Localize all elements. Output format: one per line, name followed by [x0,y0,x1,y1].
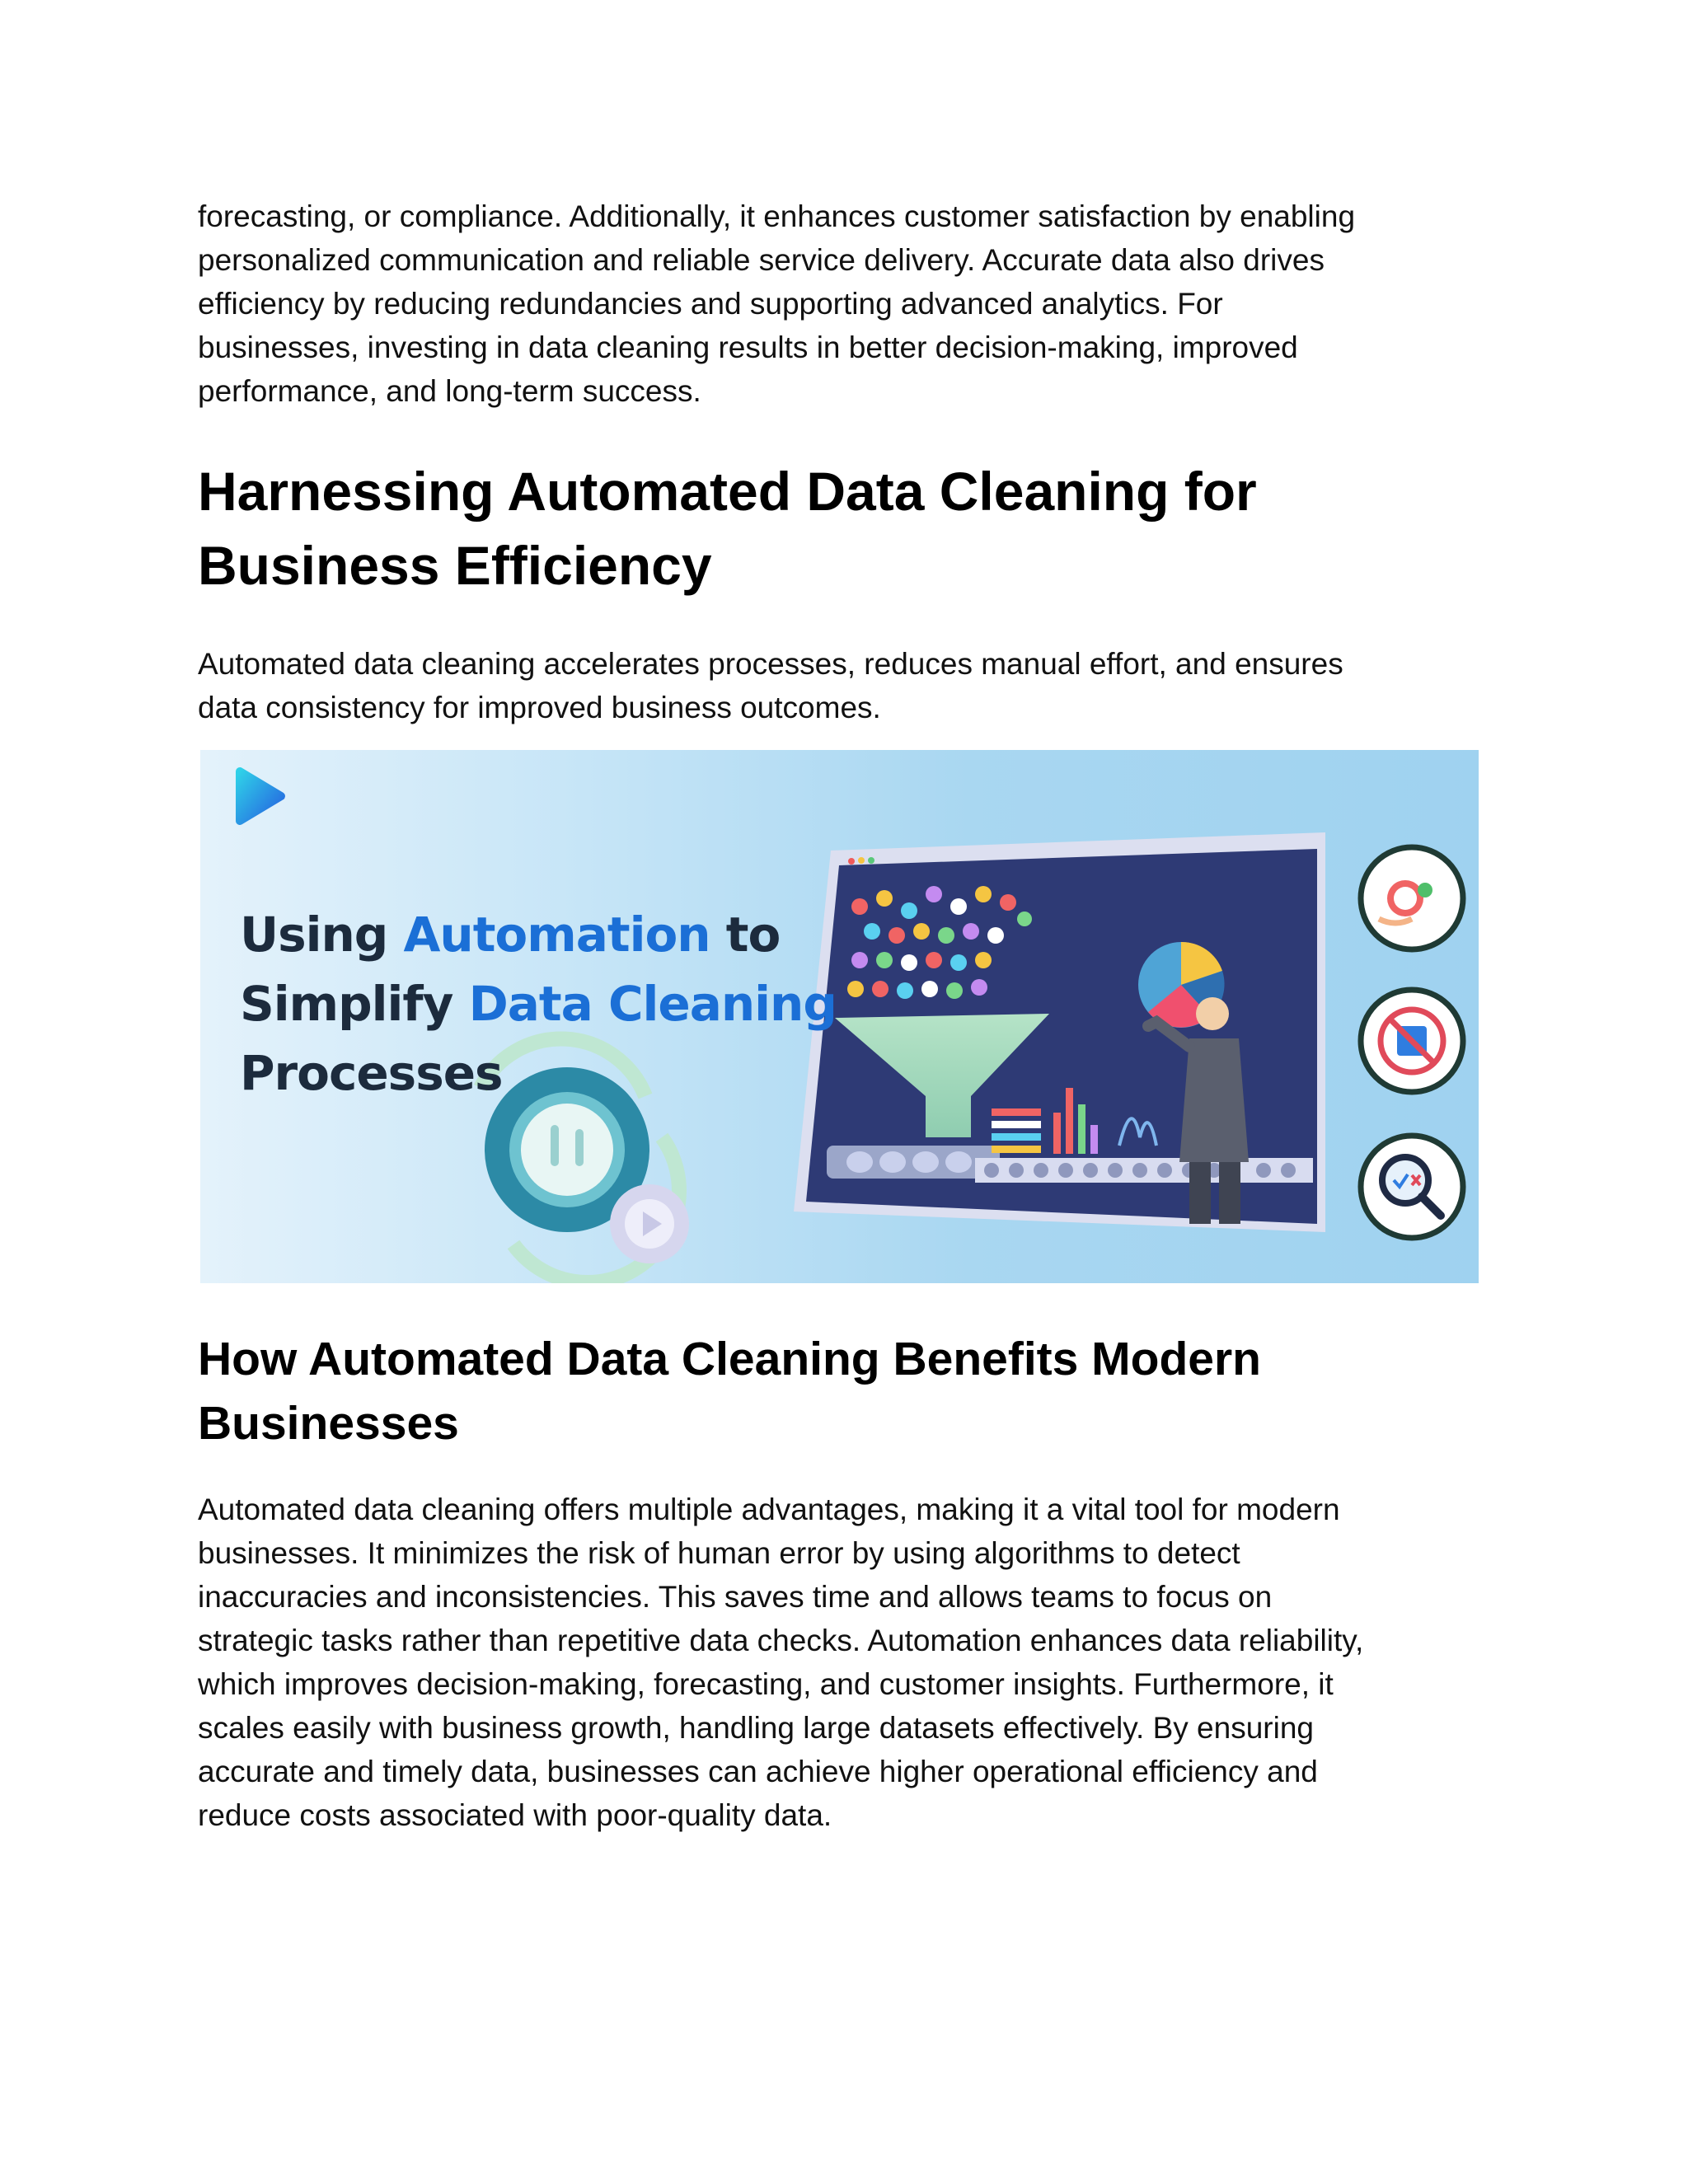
paragraph-line: reduce costs associated with poor-quality data. [198,1798,832,1832]
benefits-paragraph [198,1488,1492,1837]
intro-line: forecasting, or compliance. Additionally, it enhances customer satisfaction by enabling [198,199,1356,233]
intro-line: businesses, investing in data cleaning results in better decision-making, improved [198,330,1298,364]
paragraph-line: scales easily with business growth, handling large datasets effectively. By ensuring [198,1711,1314,1745]
banner-illustration [200,750,1479,1283]
intro-line: personalized communication and reliable service delivery. Accurate data also drives [198,243,1325,277]
heading-line: How Automated Data Cleaning Benefits Modern [198,1333,1261,1385]
document-page [198,194,1492,729]
banner-title-text: to [710,907,781,963]
heading-line: Harnessing Automated Data Cleaning for [198,461,1257,522]
banner-title-line3: Processes [240,1045,503,1101]
banner-title-text: Using [240,907,404,963]
intro-paragraph [198,194,1492,413]
section-intro-paragraph [198,642,1492,729]
intro-line: efficiency by reducing redundancies and supporting advanced analytics. For [198,287,1223,321]
paragraph-line: data consistency for improved business outcomes. [198,691,881,724]
section-heading-harnessing [198,454,1492,602]
banner-title-line1 [240,900,837,969]
section-heading-benefits [198,1327,1492,1455]
intro-line: performance, and long-term success. [198,374,701,408]
paragraph-line: businesses. It minimizes the risk of human error by using algorithms to detect [198,1536,1240,1570]
banner-title-text: Simplify [240,976,469,1032]
banner-title-accent: Automation [403,907,710,963]
paragraph-line: Automated data cleaning offers multiple advantages, making it a vital tool for modern [198,1493,1340,1526]
heading-line: Businesses [198,1397,459,1450]
heading-line: Business Efficiency [198,535,712,596]
paragraph-line: inaccuracies and inconsistencies. This saves time and allows teams to focus on [198,1580,1273,1614]
banner-title [240,900,837,1108]
paragraph-line: Automated data cleaning accelerates processes, reduces manual effort, and ensures [198,647,1343,681]
paragraph-line: strategic tasks rather than repetitive data checks. Automation enhances data reliability, [198,1624,1364,1657]
banner-title-accent: Data Cleaning [468,976,837,1032]
paragraph-line: which improves decision-making, forecasting, and customer insights. Furthermore, it [198,1667,1334,1701]
banner-title-line2 [240,969,837,1038]
paragraph-line: accurate and timely data, businesses can achieve higher operational efficiency and [198,1755,1318,1788]
